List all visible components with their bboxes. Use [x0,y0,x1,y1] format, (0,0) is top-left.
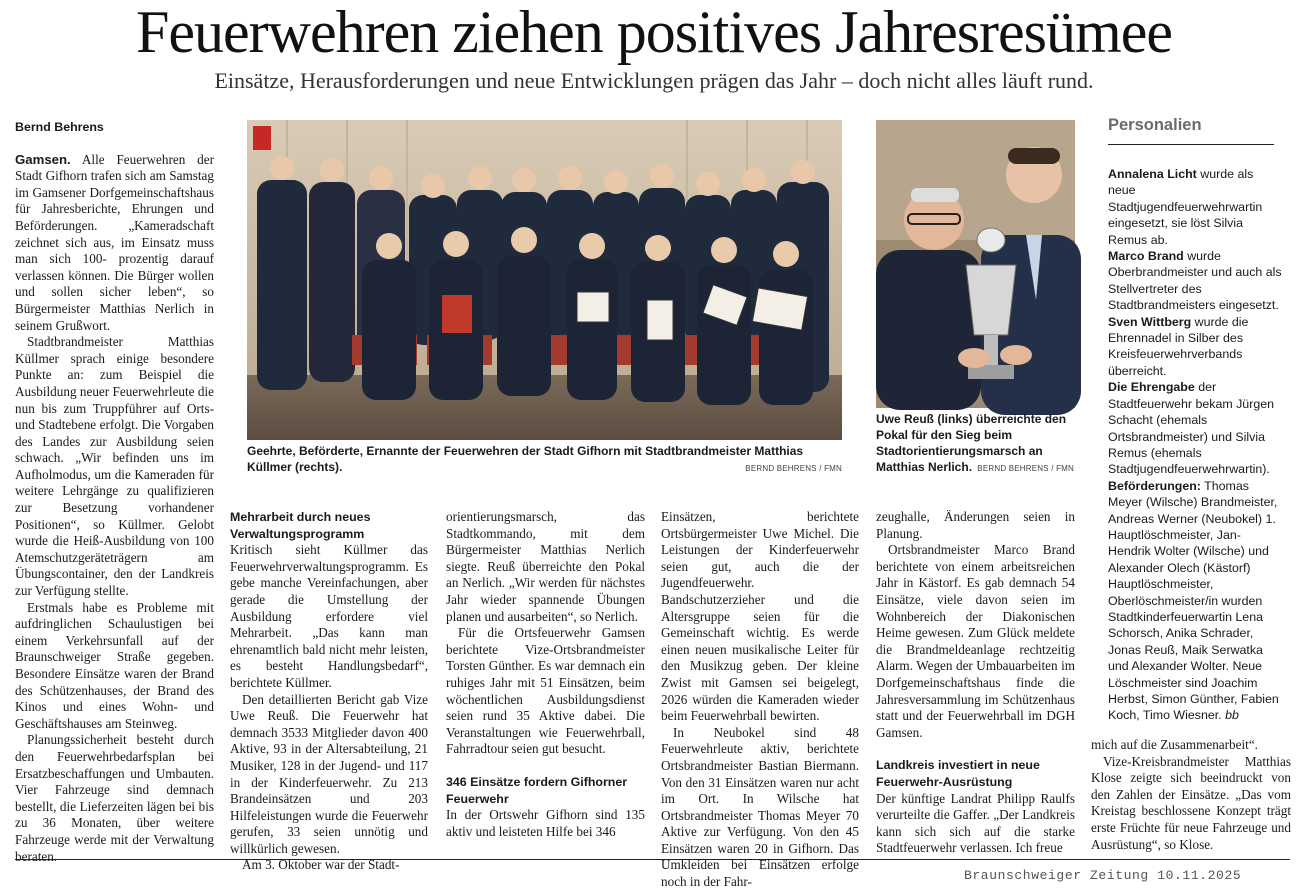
article-column-5 [876,509,1075,854]
headline: Feuerwehren ziehen positives Jahresresümee [136,0,1172,65]
paragraph: Vize-Kreisbrandmeister Matthias Klose zeigte sich beeindruckt von den Zahlen der Einsätze. „Das vom Kreistag beschlossene Konzept trägt erste Früchte für neue Fahrzeuge und Ausrüstung“, so Klose. [1091,753,1291,852]
subheadline: Einsätze, Herausforderungen und neue Entwicklungen prägen das Jahr – doch nicht alles läuft rund. [214,68,1094,93]
sidebar-entry: Beförderungen: Thomas Meyer (Wilsche) Brandmeister, Andreas Werner (Neubokel) 1. Hauptlöschmeister, Jan-Hendrik Wolter (Wilsche) und Alexander Olech (Kästorf) Hauptlöschmeister, Oberlöschmeister/in wurden Stadtkinderfeuerwartin Lena Schorsch, Anika Schrader, Jonas Reuß, Maik Serwatka und Alexander Wolter. Neue Löschmeister sind Joachim Herbst, Simon Günther, Fabien Koch, Timo Wiesner. bb [1108,478,1279,723]
article-column-1 [15,119,214,864]
byline: Bernd Behrens [15,120,104,134]
paragraph: Den detaillierten Bericht gab Vize Uwe Reuß. Die Feuerwehr hat demnach 3533 Mitglieder davon 400 Aktive, 93 in der Altersabteilung, 21 Musiker, 128 in der Jugend- und 117 in der Kinderfeuerwehr. Zu 213 Brandeinsätzen und 203 Hilfeleistungen wurde die Feuerwehr gerufen, 33 seien unnötig und willkürlich gewesen. [230,691,428,856]
paragraph: Der künftige Landrat Philipp Raulfs verurteilte die Gaffer. „Der Landkreis kann sich sich auf die starke Stadtfeuerwehr verlassen. Ich freue [876,790,1075,856]
paragraph: orientierungsmarsch, das Stadtkommando, mit dem Bürgermeister Matthias Nerlich siegte. Reuß überreichte den Pokal an Nerlich. „Wir werden für nächstes Jahr wieder spannende Übungen planen und ausarbeiten“, so Nerlich. [446,509,645,624]
article-column-3 [446,509,645,854]
sidebar-title: Personalien [1108,116,1202,134]
article-column-4 [661,509,859,890]
trophy-photo [876,120,1075,408]
sidebar-entry: Die Ehrengabe der Stadtfeuerwehr bekam Jürgen Schacht (ehemals Ortsbrandmeister) und Silvia Remus (ehemals Stadtjugendfeuerwehrwartin). [1108,380,1274,477]
subheading: Landkreis investiert in neue Feuerwehr-Ausrüstung [876,758,1040,789]
paragraph: In der Ortswehr Gifhorn sind 135 aktiv und leisteten Hilfe bei 346 [446,807,645,839]
paragraph: zeughalle, Änderungen seien in Planung. [876,509,1075,541]
sidebar-entry: Annalena Licht wurde als neue Stadtjugendfeuerwehrwartin eingesetzt, sie löst Silvia Remus ab. [1108,167,1263,247]
trophy-photo-image [876,120,1075,408]
paragraph: Kritisch sieht Küllmer das Feuerwehrverwaltungsprogramm. Es gebe manche Vereinfachungen, aber gerade die Umstellung der Ausbildung erfordere viel Mehrarbeit. „Das kann man ehrenamtlich bald nicht mehr leisten, es besteht Handlungsbedarf“, berichtete Küllmer. [230,542,428,690]
paragraph: Gamsen. Alle Feuerwehren der Stadt Gifhorn trafen sich am Samstag im Gamsener Dorfgemeinschaftshaus für Jahresberichte, Ehrungen und Beförderungen. „Kameradschaft zeichnet sich aus, im Einsatz muss man sich 100- prozentig darauf verlassen können. Die Bürger wollen und sollen sicher leben“, so Bürgermeister Matthias Nerlich in seinem Grußwort. [15,151,214,333]
paragraph: Ortsbrandmeister Marco Brand berichtete von einem arbeitsreichen Jahr in Kästorf. Es gab demnach 54 Einsätze, viele davon seien im Wohnbereich der Diakonischen Heime gewesen. Zum Glück meldete die Brandmeldeanlage rechtzeitig Alarm. Wegen der Umbauarbeiten im Dorfgemeinschaftshaus finde die Jahresversammlung im Schützenhaus statt und der Feuerwehrball im DGH Gamsen. [876,542,1075,740]
sidebar-entry: Sven Wittberg wurde die Ehrennadel in Silber des Kreisfeuerwehrverbands überreicht. [1108,314,1249,378]
subheading: 346 Einsätze fordern Gifhorner Feuerwehr [446,774,628,806]
photo-credit: BERND BEHRENS / FMN [977,464,1074,473]
sidebar-divider [1108,144,1274,145]
article-column-6 [1091,737,1291,854]
sidebar-entry: Marco Brand wurde Oberbrandmeister und auch als Stellvertreter des Stadtbrandmeisters eingesetzt. [1108,249,1282,313]
dateline: Gamsen. [15,151,71,167]
paragraph: Am 3. Oktober war der Stadt- [242,857,400,873]
paragraph: Einsätzen, berichtete Ortsbürgermeister Uwe Michel. Die Leistungen der Kinderfeuerwehr seien gut, auch die der Jugendfeuerwehr. Bandschutzerzieher und die Altersgruppe seien für die Gemeinschaft wichtig. Es werde einen neuen musikalische Leiter für den Musikzug geben. Der kleine Zwist mit Gamsen sei beigelegt, 2026 würden die Kameraden wieder beim Feuerwehrball bewirten. [661,509,859,724]
photo-caption: Geehrte, Beförderte, Ernannte der Feuerwehren der Stadt Gifhorn mit Stadtbrandmeister Matthias Küllmer (rechts). [247,444,804,474]
paragraph: Erstmals habe es Probleme mit aufdringlichen Schaulustigen bei einem Verkehrsunfall auf der Braunschweiger Straße gegeben. Besondere Einsätze waren der Brand des Schützenhauses, der Brand des Kinos und eines Wohn- und Geschäftshauses am Steinweg. [15,599,214,731]
paragraph: Stadtbrandmeister Matthias Küllmer sprach einige besondere Punkte an: zum Beispiel die Ausbildung neuer Feuerwehrleute die nun bis zum Truppführer auf Orts- und Stadtebene erfolgt. Die Vorgaben des Landes zur Ausbildung seien schwach. „Wir befinden uns im Aufholmodus, um die Kameraden für weitere Lehrgänge zu qualifizieren zur Besetzung vorhandener Positionen“, so Küllmer. Gelobt wurde die Heiß-Ausbildung von 100 Atemschutzgeräteträgern am Übungscontainer, den der Landkreis zur Verfügung stellte. [15,334,214,599]
paragraph: In Neubokel sind 48 Feuerwehrleute aktiv, berichtete Ortsbrandmeister Bastian Biermann. Von den 31 Einsätzen waren nur acht im Ort. In Wilsche hat Ortsbrandmeister Thomas Meyer 70 Aktive zur Verfügung. Von den 45 Einsätzen waren 20 in Gifhorn. Das Umkleiden bei Einsätzen erfolge noch in der Fahr- [661,724,859,890]
paragraph: mich auf die Zusammenarbeit“. [1091,737,1258,752]
bottom-divider [15,859,1290,860]
group-photo [247,120,842,440]
sidebar-personalien [1108,166,1283,724]
source-footer: Braunschweiger Zeitung 10.11.2025 [964,868,1242,883]
group-photo-image [247,120,842,440]
subheading: Mehrarbeit durch neues Verwaltungsprogramm [230,510,371,541]
photo-caption: Uwe Reuß (links) überreichte den Pokal für den Sieg beim Stadtorientierungsmarsch an Matthias Nerlich. [876,412,1067,474]
paragraph: Für die Ortsfeuerwehr Gamsen berichtete Vize-Ortsbrandmeister Torsten Günther. Es war demnach ein ruhiges Jahr mit 51 Einsätzen, beim wöchentlichen Ausbildungsdienst seien rund 35 Aktive dabei. Die Veranstaltungen wie Feuerwehrball, Fahrradtour seien gut besucht. [446,625,645,757]
paragraph: Planungssicherheit besteht durch den Feuerwehrbedarfsplan bei Ersatzbeschaffungen und Umbauten. Vier Fahrzeuge sind demnach bestellt, die Lieferzeiten lägen bei bis zu 36 Monaten, über weitere Fahrzeuge werde mit der Verwaltung beraten. [15,732,214,864]
author-initials: bb [1225,708,1239,723]
photo-credit: BERND BEHRENS / FMN [745,464,842,473]
article-column-2 [230,509,428,873]
